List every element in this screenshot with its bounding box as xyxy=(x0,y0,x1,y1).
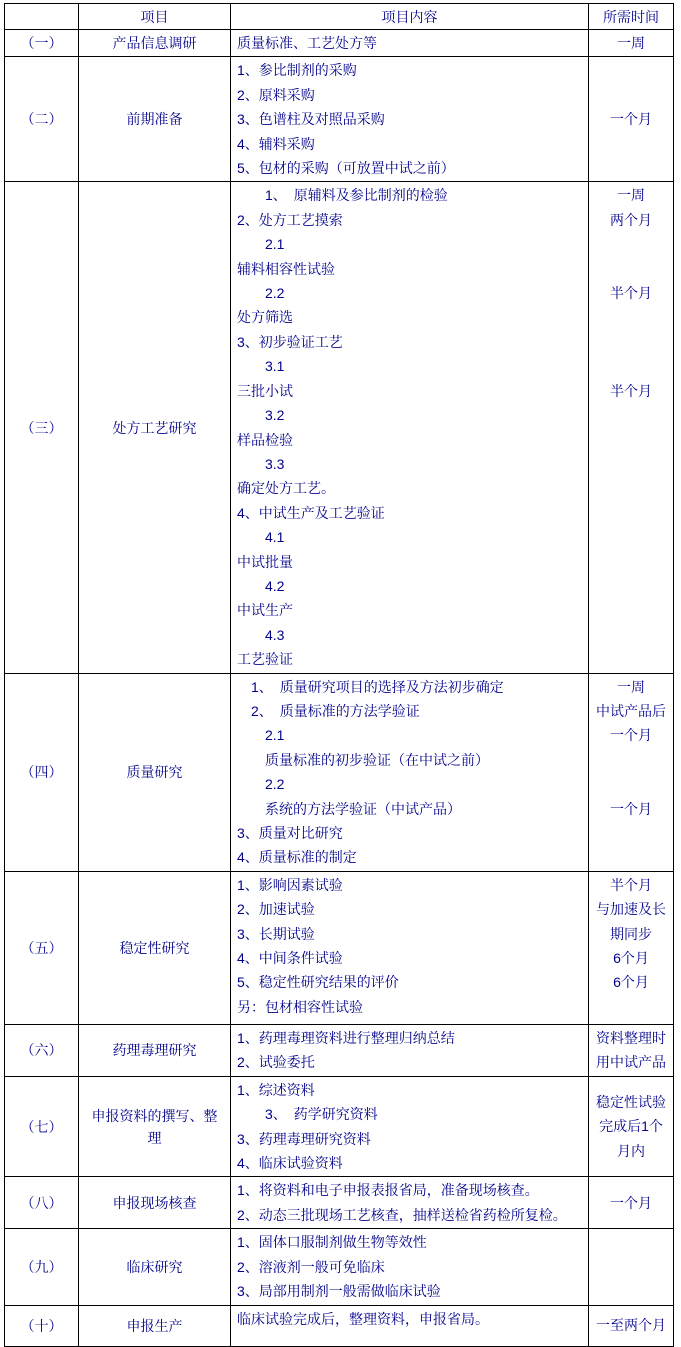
content-line: 辅料相容性试验 xyxy=(237,260,335,277)
content-line: 5、稳定性研究结果的评价 xyxy=(237,974,399,991)
time-line: 中试产品后 xyxy=(596,702,666,719)
table-row xyxy=(5,1076,674,1177)
time-cell xyxy=(589,1024,674,1076)
project-name-cell: 临床研究 xyxy=(79,1229,231,1305)
project-content-cell xyxy=(231,1076,589,1177)
content-line: 4.2 xyxy=(237,577,285,594)
row-number-cell: （七） xyxy=(5,1076,79,1177)
project-content-cell xyxy=(231,182,589,673)
time-cell xyxy=(589,57,674,182)
content-line: 3、质量对比研究 xyxy=(237,825,343,841)
content-line: 2、动态三批现场工艺核查，抽样送检省药检所复检。 xyxy=(237,1206,567,1223)
project-name-cell: 稳定性研究 xyxy=(79,871,231,1024)
time-cell xyxy=(589,1229,674,1305)
project-content-cell xyxy=(231,30,589,57)
content-line: 2、 质量标准的方法学验证 xyxy=(237,702,420,719)
time-line xyxy=(591,232,671,256)
content-line: 4、中试生产及工艺验证 xyxy=(237,504,385,521)
content-line: 质量标准的初步验证（在中试之前） xyxy=(237,751,489,768)
content-line: 2、加速试验 xyxy=(237,901,315,918)
table-row xyxy=(5,57,674,182)
time-line: 一个月 xyxy=(610,727,652,744)
table-row xyxy=(5,1024,674,1076)
time-line: 半个月 xyxy=(610,382,652,399)
project-name-cell: 药理毒理研究 xyxy=(79,1024,231,1076)
content-line: 质量标准、工艺处方等 xyxy=(237,35,377,51)
time-line: 6个月 xyxy=(613,974,649,991)
content-line: 2.2 xyxy=(237,776,285,793)
content-line: 3.1 xyxy=(237,358,285,375)
project-content-cell xyxy=(231,1229,589,1305)
content-line: 3.3 xyxy=(237,455,285,472)
row-number-cell: （一） xyxy=(5,30,79,57)
content-line: 1、影响因素试验 xyxy=(237,876,343,893)
time-line xyxy=(591,257,671,281)
content-line: 中试批量 xyxy=(237,553,293,570)
row-number-cell: （九） xyxy=(5,1229,79,1305)
table-row xyxy=(5,673,674,871)
time-cell xyxy=(589,182,674,673)
column-header: 项目 xyxy=(79,4,231,30)
time-line xyxy=(591,330,671,354)
time-line: 一个月 xyxy=(610,1194,652,1211)
content-line: 2.2 xyxy=(237,285,285,302)
content-line: 2.1 xyxy=(237,236,285,253)
row-number-cell: （三） xyxy=(5,182,79,673)
table-row xyxy=(5,182,674,673)
time-line: 6个月 xyxy=(613,950,649,967)
content-line: 临床试验完成后，整理资料，申报省局。 xyxy=(237,1310,489,1327)
time-line: 稳定性试验 xyxy=(596,1094,666,1111)
content-line: 3、局部用制剂一般需做临床试验 xyxy=(237,1283,441,1300)
table-row xyxy=(5,871,674,1024)
content-line: 1、 原辅料及参比制剂的检验 xyxy=(237,187,448,204)
content-line: 3、 药学研究资料 xyxy=(237,1106,378,1123)
row-number-cell: （五） xyxy=(5,871,79,1024)
project-name-cell: 处方工艺研究 xyxy=(79,182,231,673)
project-name-cell: 产品信息调研 xyxy=(79,30,231,57)
column-header: 项目内容 xyxy=(231,4,589,30)
time-line: 完成后1个 xyxy=(599,1118,663,1135)
content-line: 1、药理毒理资料进行整理归纳总结 xyxy=(237,1029,455,1046)
content-line: 4、辅料采购 xyxy=(237,135,315,152)
content-line: 3、色谱柱及对照品采购 xyxy=(237,111,385,128)
content-line: 4、中间条件试验 xyxy=(237,950,343,967)
row-number-cell: （十） xyxy=(5,1305,79,1346)
content-line: 5、包材的采购（可放置中试之前） xyxy=(237,160,455,177)
column-header xyxy=(5,4,79,30)
time-line xyxy=(591,748,671,772)
content-line: 2、试验委托 xyxy=(237,1054,315,1071)
content-line: 样品检验 xyxy=(237,431,293,448)
content-line: 4、质量标准的制定 xyxy=(237,849,357,866)
time-line: 半个月 xyxy=(610,876,652,893)
row-number-cell: （二） xyxy=(5,57,79,182)
table-row xyxy=(5,1305,674,1346)
time-cell xyxy=(589,673,674,871)
project-content-cell xyxy=(231,57,589,182)
content-line: 1、 质量研究项目的选择及方法初步确定 xyxy=(237,678,504,695)
content-line: 3.2 xyxy=(237,407,285,424)
table-header xyxy=(5,4,674,30)
time-cell xyxy=(589,1305,674,1346)
content-line: 三批小试 xyxy=(237,382,293,399)
time-line: 一个月 xyxy=(610,800,652,817)
time-line: 月内 xyxy=(617,1142,645,1159)
content-line: 确定处方工艺。 xyxy=(237,480,335,497)
project-content-cell xyxy=(231,673,589,871)
content-line: 中试生产 xyxy=(237,602,293,619)
project-content-cell xyxy=(231,1177,589,1229)
content-line: 4.1 xyxy=(237,529,285,546)
table-row xyxy=(5,1177,674,1229)
row-number-cell: （四） xyxy=(5,673,79,871)
row-number-cell: （八） xyxy=(5,1177,79,1229)
content-line: 2、原料采购 xyxy=(237,86,315,103)
time-line xyxy=(591,772,671,796)
table-row xyxy=(5,1229,674,1305)
header-row xyxy=(5,4,674,30)
content-line: 1、将资料和电子申报表报省局，准备现场核查。 xyxy=(237,1182,539,1199)
time-cell xyxy=(589,1177,674,1229)
project-content-cell xyxy=(231,1024,589,1076)
time-line xyxy=(591,305,671,329)
content-line: 4.3 xyxy=(237,626,285,643)
time-line: 一周 xyxy=(617,187,645,204)
column-header: 所需时间 xyxy=(589,4,674,30)
time-line: 一周 xyxy=(617,678,645,695)
table-row xyxy=(5,30,674,57)
content-line: 另：包材相容性试验 xyxy=(237,998,363,1015)
row-number-cell: （六） xyxy=(5,1024,79,1076)
project-name-cell: 前期准备 xyxy=(79,57,231,182)
time-line: 期同步 xyxy=(610,925,652,942)
content-line: 2、溶液剂一般可免临床 xyxy=(237,1258,385,1275)
content-line: 2.1 xyxy=(237,727,285,744)
time-line: 两个月 xyxy=(610,211,652,228)
content-line: 3、药理毒理研究资料 xyxy=(237,1130,371,1147)
project-name-cell: 申报资料的撰写、整理 xyxy=(79,1076,231,1177)
time-line: 与加速及长 xyxy=(596,901,666,918)
project-name-cell: 质量研究 xyxy=(79,673,231,871)
content-line: 系统的方法学验证（中试产品） xyxy=(237,800,461,817)
time-line xyxy=(591,354,671,378)
project-name-cell: 申报现场核查 xyxy=(79,1177,231,1229)
content-line: 1、综述资料 xyxy=(237,1081,315,1098)
time-cell xyxy=(589,30,674,57)
project-content-cell xyxy=(231,1305,589,1346)
content-line: 处方筛选 xyxy=(237,309,293,326)
content-line: 3、初步验证工艺 xyxy=(237,333,343,350)
content-line: 3、长期试验 xyxy=(237,925,315,942)
time-line: 用中试产品 xyxy=(596,1054,666,1071)
content-line: 1、固体口服制剂做生物等效性 xyxy=(237,1234,427,1251)
content-line: 1、参比制剂的采购 xyxy=(237,62,357,79)
document-page xyxy=(4,3,674,1347)
time-line: 半个月 xyxy=(610,285,652,302)
time-line: 一周 xyxy=(617,35,645,51)
time-line: 资料整理时 xyxy=(596,1029,666,1046)
content-line: 工艺验证 xyxy=(237,651,293,668)
time-cell xyxy=(589,1076,674,1177)
content-line: 4、临床试验资料 xyxy=(237,1155,343,1172)
content-line: 2、处方工艺摸索 xyxy=(237,211,343,228)
table-body xyxy=(5,30,674,1347)
time-cell xyxy=(589,871,674,1024)
project-content-cell xyxy=(231,871,589,1024)
time-line: 一个月 xyxy=(610,111,652,128)
project-name-cell: 申报生产 xyxy=(79,1305,231,1346)
project-schedule-table xyxy=(4,3,674,1347)
time-line: 一至两个月 xyxy=(596,1317,666,1334)
